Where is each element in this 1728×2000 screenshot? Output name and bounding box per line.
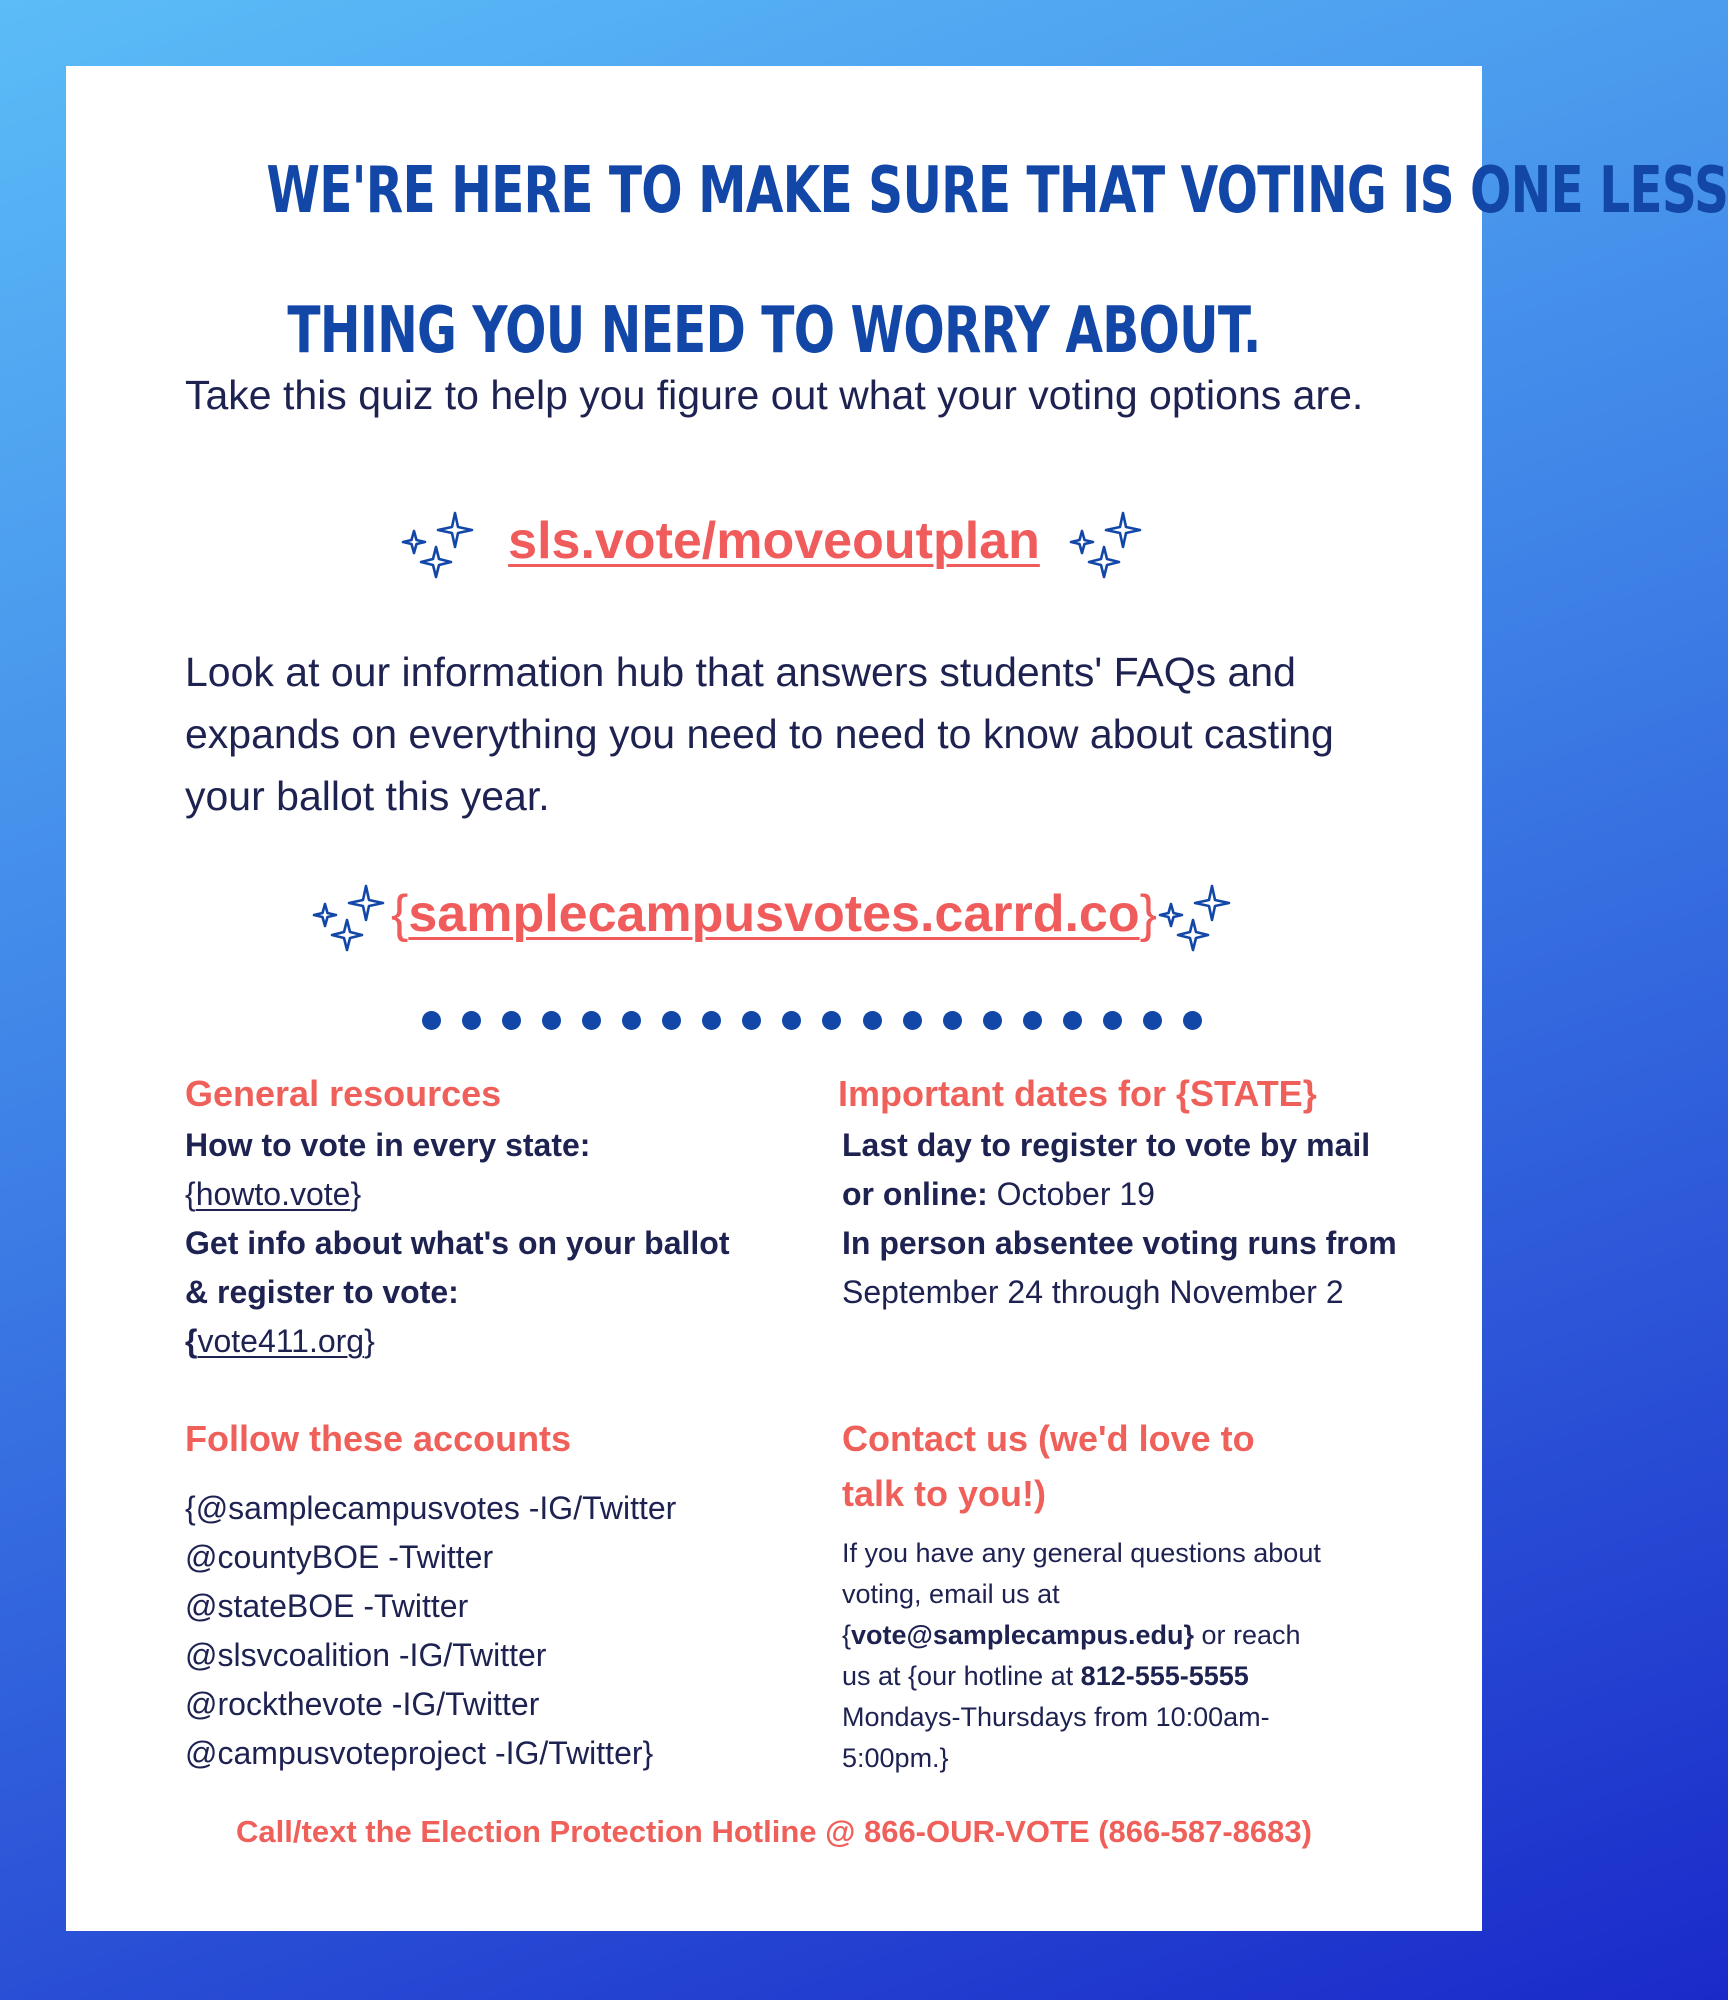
divider-dot [1143, 1011, 1162, 1030]
contact-text-3: Mondays-Thursdays from 10:00am-5:00pm.} [842, 1702, 1270, 1773]
divider-dot [1023, 1011, 1042, 1030]
contact-text [842, 1533, 1322, 1779]
divider-dot [462, 1011, 481, 1030]
divider-dot [1063, 1011, 1082, 1030]
hub-link-open-brace: { [391, 885, 409, 943]
follow-accounts-section [185, 1411, 785, 1778]
hub-link[interactable]: samplecampusvotes.carrd.co [408, 885, 1140, 943]
brace-open: { [185, 1176, 196, 1212]
contact-section [842, 1411, 1322, 1779]
headline-line-2: THING YOU NEED TO WORRY ABOUT. [287, 294, 1261, 368]
ballot-info-row [185, 1317, 745, 1366]
divider-dot [702, 1011, 721, 1030]
account-item: @stateBOE -Twitter [185, 1588, 469, 1624]
account-item: @countyBOE -Twitter [185, 1539, 494, 1575]
contact-phone[interactable]: 812-555-5555 [1080, 1661, 1249, 1691]
register-deadline [842, 1121, 1402, 1219]
sparkle-icon [1068, 509, 1148, 579]
important-dates-section [838, 1066, 1402, 1317]
divider-dot [742, 1011, 761, 1030]
general-resources-heading: General resources [185, 1073, 502, 1114]
hub-link-close-brace: } [1139, 885, 1157, 943]
how-to-vote-label: How to vote in every state: [185, 1127, 591, 1163]
divider-dot [582, 1011, 601, 1030]
contact-text-2: or reach us at {our hotline at [842, 1620, 1301, 1691]
quiz-link-row [66, 506, 1482, 579]
follow-accounts-heading: Follow these accounts [185, 1418, 572, 1459]
flyer-card [66, 66, 1728, 1931]
divider-dot [983, 1011, 1002, 1030]
ballot-info-label: Get info about what's on your ballot & register to vote: [185, 1225, 730, 1310]
how-to-vote-row [185, 1170, 745, 1219]
divider-dot [502, 1011, 521, 1030]
dotted-divider [422, 1008, 1202, 1032]
absentee-voting-value: September 24 through November 2 [842, 1274, 1344, 1310]
general-resources-section [185, 1066, 745, 1366]
divider-dot [1103, 1011, 1122, 1030]
account-item: {@samplecampusvotes -IG/Twitter [185, 1490, 677, 1526]
sparkle-icon [400, 509, 480, 579]
election-protection-hotline: Call/text the Election Protection Hotline @ 866-OUR-VOTE (866-587-8683) [236, 1814, 1312, 1849]
hub-link-row [66, 874, 1482, 954]
divider-dot [662, 1011, 681, 1030]
brace-close: } [364, 1323, 375, 1359]
quiz-link[interactable]: sls.vote/moveoutplan [508, 512, 1040, 570]
divider-dot [822, 1011, 841, 1030]
divider-dot [863, 1011, 882, 1030]
divider-dot [1183, 1011, 1202, 1030]
absentee-voting-label: In person absentee voting runs from [842, 1225, 1397, 1261]
sparkle-icon [1157, 882, 1237, 952]
headline [266, 121, 1728, 401]
register-deadline-label: Last day to register to vote by mail or online: [842, 1127, 1371, 1212]
hub-text: Look at our information hub that answers students' FAQs and expands on everything you need to need to know about casting your ballot this year. [185, 649, 1334, 819]
contact-heading: Contact us (we'd love to talk to you!) [842, 1418, 1255, 1514]
vote411-link[interactable]: vote411.org [197, 1323, 365, 1359]
contact-email[interactable]: vote@samplecampus.edu} [851, 1620, 1194, 1650]
headline-line-1: WE'RE HERE TO MAKE SURE THAT VOTING IS ONE LESS [266, 154, 1728, 228]
divider-dot [422, 1011, 441, 1030]
brace-close: } [350, 1176, 362, 1212]
quiz-text: Take this quiz to help you figure out what your voting options are. [185, 372, 1364, 418]
important-dates-heading: Important dates for {STATE} [838, 1073, 1317, 1114]
divider-dot [943, 1011, 962, 1030]
account-item: @rockthevote -IG/Twitter [185, 1686, 540, 1722]
howto-vote-link[interactable]: howto.vote [195, 1176, 351, 1212]
divider-dot [542, 1011, 561, 1030]
brace-open: { [185, 1323, 198, 1359]
divider-dot [903, 1011, 922, 1030]
divider-dot [622, 1011, 641, 1030]
absentee-voting [842, 1219, 1402, 1317]
register-deadline-value: October 19 [996, 1176, 1155, 1212]
contact-text-1: If you have any general questions about voting, email us at { [842, 1538, 1321, 1650]
sparkle-icon [311, 882, 391, 952]
divider-dot [782, 1011, 801, 1030]
account-item: @campusvoteproject -IG/Twitter} [185, 1735, 654, 1771]
account-item: @slsvcoalition -IG/Twitter [185, 1637, 547, 1673]
